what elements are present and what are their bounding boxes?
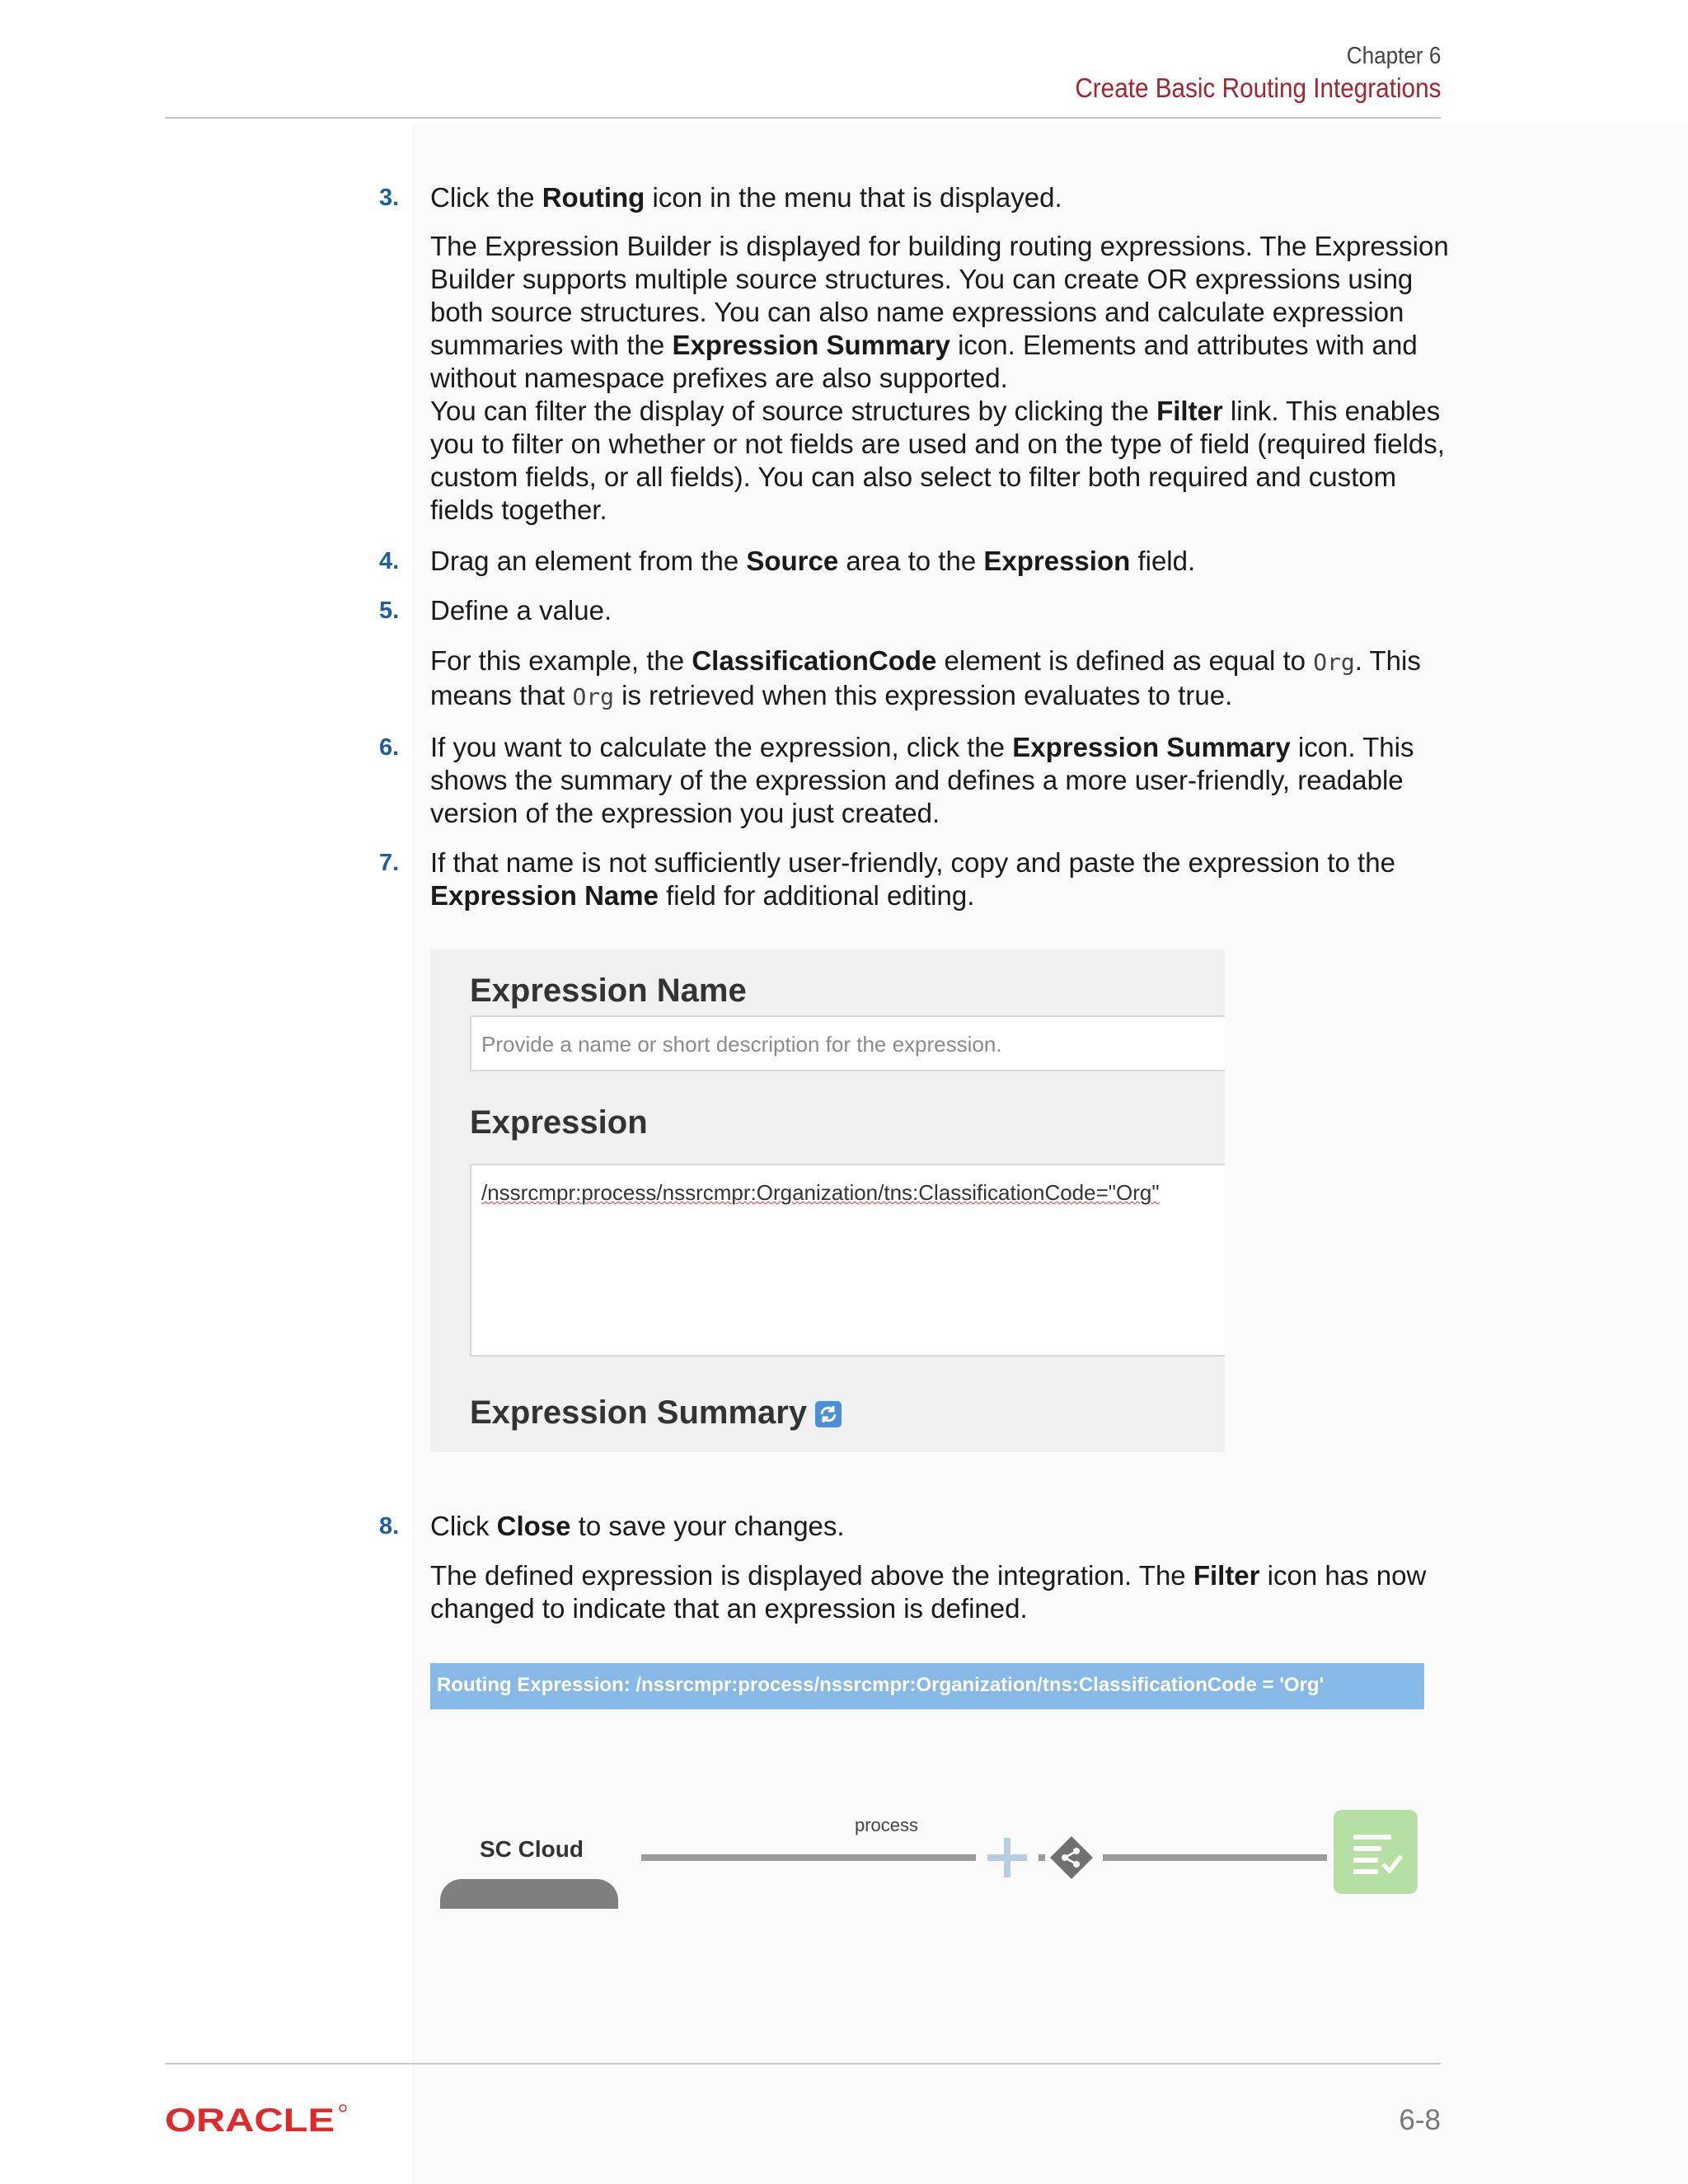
expression-summary-label: Expression Summary xyxy=(470,1394,808,1431)
step-3-description: The Expression Builder is displayed for building routing expressions. The Expression Builder supports multiple source structures. You can create OR expressions using both source structures. You can also name expressions and calculate expression summaries with the Expression Summary icon. Elements and attributes with and without namespace prefixes are also supported. xyxy=(430,231,1449,393)
page-number: 6-8 xyxy=(1399,2104,1441,2136)
step-text: If that name is not sufficiently user-friendly, copy and paste the expression to the Expression Name field for additional editing. xyxy=(430,847,1395,911)
step-3-filter-description: You can filter the display of source structures by clicking the Filter link. This enables you to filter on whether or not fields are used and on the type of field (required fields, custom fields, or all fields). You can also select to filter both required and custom fields together. xyxy=(430,396,1445,525)
step-number: 3. xyxy=(379,185,400,211)
oracle-logo xyxy=(165,2103,348,2136)
expression-label: Expression xyxy=(470,1104,648,1141)
routing-icon[interactable] xyxy=(1048,1835,1095,1881)
routing-expression-bar[interactable] xyxy=(430,1663,1424,1709)
step-number: 6. xyxy=(379,734,400,761)
expression-name-placeholder: Provide a name or short description for the expression. xyxy=(481,1032,1002,1057)
expression-summary-row xyxy=(470,1394,843,1432)
source-connection-tab[interactable] xyxy=(440,1879,618,1909)
step-text: Click Close to save your changes. xyxy=(430,1511,845,1541)
refresh-icon[interactable] xyxy=(814,1399,843,1429)
expression-name-label: Expression Name xyxy=(470,972,747,1009)
routing-expression-text: Routing Expression: /nssrcmpr:process/nssrcmpr:Organization/tns:ClassificationCode = 'Org' xyxy=(437,1674,1325,1696)
chapter-title: Create Basic Routing Integrations xyxy=(1074,73,1441,103)
header-divider xyxy=(165,117,1441,119)
step-text: Define a value. xyxy=(430,595,612,626)
expression-value: /nssrcmpr:process/nssrcmpr:Organization/tns:ClassificationCode="Org" xyxy=(481,1180,1160,1205)
step-text: Click the Routing icon in the menu that is displayed. xyxy=(430,182,1062,213)
add-icon[interactable] xyxy=(984,1835,1030,1881)
expression-textarea[interactable] xyxy=(470,1164,1225,1357)
step-number: 7. xyxy=(379,850,400,876)
expression-builder-screenshot xyxy=(430,949,1225,1452)
mapping-icon xyxy=(1334,1810,1418,1894)
step-text: If you want to calculate the expression, click the Expression Summary icon. This shows the summary of the expression and defines a more user-friendly, readable version of the expression you just created. xyxy=(430,732,1414,828)
step-number: 8. xyxy=(379,1513,400,1540)
step-5-description: For this example, the ClassificationCode element is defined as equal to Org. This means that Org is retrieved when this expression evaluates to true. xyxy=(430,645,1421,710)
connector-line xyxy=(641,1854,976,1861)
chapter-label: Chapter 6 xyxy=(1346,43,1441,69)
step-text: Drag an element from the Source area to the Expression field. xyxy=(430,546,1196,576)
integration-canvas-screenshot xyxy=(430,1663,1424,1894)
step-number: 4. xyxy=(379,548,400,574)
connector-line xyxy=(1039,1854,1045,1861)
svg-text:ORACLE: ORACLE xyxy=(165,2103,335,2136)
connector-line xyxy=(1103,1854,1327,1861)
step-number: 5. xyxy=(379,598,400,624)
expression-name-input[interactable] xyxy=(470,1015,1225,1071)
source-connection-label: SC Cloud xyxy=(480,1836,584,1862)
footer-divider xyxy=(165,2063,1441,2064)
process-label: process xyxy=(855,1815,919,1835)
step-8-description: The defined expression is displayed above the integration. The Filter icon has now changed to indicate that an expression is defined. xyxy=(430,1560,1427,1624)
target-mapping-node[interactable] xyxy=(1334,1810,1418,1894)
